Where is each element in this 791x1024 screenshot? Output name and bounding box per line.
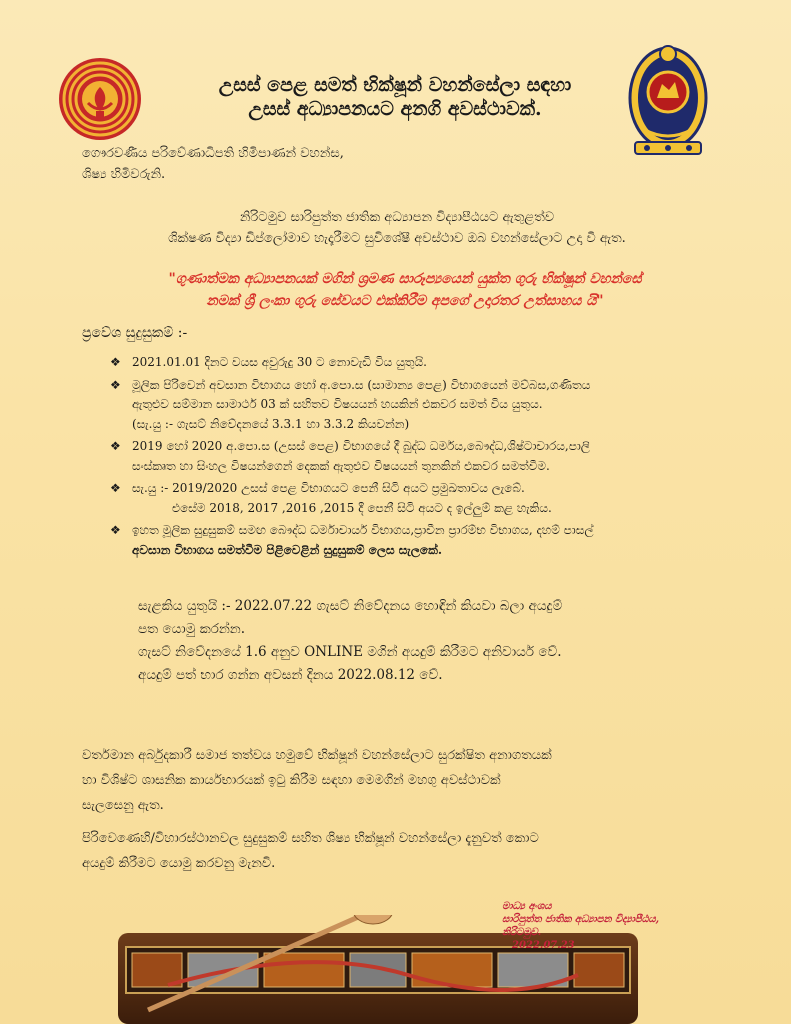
title-line-2: උසස් අධ්‍යාපනයට අනගි අවස්ථාවක්. — [248, 98, 542, 120]
quote — [95, 268, 715, 312]
signature-date: 2022.07.23 — [512, 940, 575, 951]
list-item: ❖ 2019 හෝ 2020 අ.පො.ස (උසස් පෙළ) විභාගයේ දී බුද්ධ ධර්මය,බෞද්ධ,ශිෂ්ටාචාරය,පාලි සංස්කෘත හා සිංහල විෂයන්ගෙන් දෙකක් ඇතුළුව විෂයයන් තුනකින් එකවර සමත්වීම. — [110, 439, 590, 473]
closing-paragraph-2: පිරිවෙණෙහි/විහාරස්ථානවල සුදුසුකම් සහිත ශිෂ්‍ය භික්ෂූන් වහන්සේලා දැනුවත් කොට අයදුම් කිරීමට යොමු කරවනු මැනවි. — [82, 831, 539, 871]
sri-lanka-emblem — [627, 42, 709, 158]
institute-logo — [58, 57, 142, 141]
list-item: ❖ සැ.යු :- 2019/2020 උසස් පෙළ විභාගයට පෙනී සිටි අයට ප්‍රමුඛතාවය ලැබේ. එසේම 2018, 2017 ,2016 ,2015 දී පෙනී සිටි අයට ද ඉල්ලුම් කළ හැකිය. — [110, 481, 552, 515]
diamond-bullet-icon: ❖ — [110, 481, 121, 495]
note-line-4: අයදුම් පත් භාර ගන්න අවසන් දිනය 2022.08.12 වේ. — [138, 667, 443, 683]
important-notes — [138, 595, 698, 687]
closing-paragraph-1: වර්තමාන අර්බුදකාරී සමාජ තත්වය හමුවේ භික්ෂූන් වහන්සේලාට සුරක්ෂිත අනාගතයක් හා විශිෂ්ට ශාසනික කාර්යභාරයක් ඉටු කිරීම සඳහා මෙමගින් මහගු අවස්ථාවක් සැලසෙනු ඇත. — [82, 748, 552, 813]
greeting — [82, 143, 642, 185]
diamond-bullet-icon: ❖ — [110, 523, 121, 537]
greeting-line-2: ශිෂ්‍ය හිමිවරුනි. — [82, 167, 166, 182]
title-line-1: උසස් පෙළ සමත් භික්ෂූන් වහන්සේලා සඳහා — [218, 74, 572, 96]
signature-line-3: නිරිටමුව. — [502, 927, 542, 938]
requirements-list — [108, 353, 668, 563]
requirements-heading: ප්‍රවේශ සුදුසුකම් :- — [82, 325, 188, 341]
intro-line-2: ශික්ෂණ විද්‍යා ඩිප්ලෝමාව හැදෑරීමට සුවිශේෂී අවස්ථාව ඔබ වහන්සේලාට උදා වී ඇත. — [168, 231, 626, 246]
diamond-bullet-icon: ❖ — [110, 355, 121, 369]
note-line-1: සැළකිය යුතුයි :- 2022.07.22 ගැසට් නිවේදනය හොඳින් කියවා බලා අයදුම් — [138, 598, 563, 614]
note-line-2: පත යොමු කරන්න. — [138, 621, 246, 637]
list-item: ❖ මූලික පිරිවෙන් අවසාන විභාගය හෝ අ.පො.ස (සාමාන්‍ය පෙළ) විභාගයෙන් මව්බස,ගණිතය ඇතුළුව සම්මාන සාමාර්ථ 03 ක් සහිතව විෂයයන් හයකින් එකවර සමත් විය යුතුය. (සැ.යු :- ගැසට් නිවේදනයේ 3.3.1 හා 3.3.2 කියවන්න) — [110, 377, 591, 431]
quote-line-1: "ගුණාත්මක අධ්‍යාපනයක් මගින් ශ්‍රමණ සාරූප්‍යයෙන් යුක්ත ගුරු භික්ෂූන් වහන්සේ — [168, 271, 642, 287]
greeting-line-1: ගෞරවණීය පරිවේණාධිපති හිමිපාණන් වහන්ස, — [82, 146, 344, 161]
signature-line-2: සාරිපුත්ත ජාතික අධ්‍යාපන විද්‍යාපීඨය, — [502, 914, 660, 925]
signature-line-1: මාධ්‍ය අංශය — [502, 901, 552, 912]
diamond-bullet-icon: ❖ — [110, 439, 121, 453]
note-line-3: ගැසට් නිවේදනයේ 1.6 අනුව ONLINE මගින් අයදුම් කිරීමට අනිවාර්ය වේ. — [138, 644, 562, 660]
signature-block — [502, 900, 732, 952]
intro — [82, 207, 712, 249]
list-item: ❖ 2021.01.01 දිනට වයස අවුරුදු 30 ට නොවැඩි විය යුතුයි. — [108, 353, 668, 373]
intro-line-1: නිරිටමුව සාරිපුත්ත ජාතික අධ්‍යාපන විද්‍යාපීඨයට ඇතුළත්ව — [239, 210, 555, 225]
list-item: ❖ ඉහත මූලික සුදුසුකම් සමඟ බෞද්ධ ධර්මාචාර්ය විභාගය,ප්‍රාචීන ප්‍රාරම්භ විභාගය, දහම් පාසල් අවසාන විභාගය සමත්වීම පිළිවෙළින් සුදුසුකම් ලෙස සැලකේ. — [110, 523, 594, 557]
quote-line-2: නමක් ශ්‍රී ලංකා ගුරු සේවයට එක්කිරීම අපගේ උදාරතර උත්සාහය යි" — [206, 293, 604, 309]
diamond-bullet-icon: ❖ — [110, 377, 121, 392]
